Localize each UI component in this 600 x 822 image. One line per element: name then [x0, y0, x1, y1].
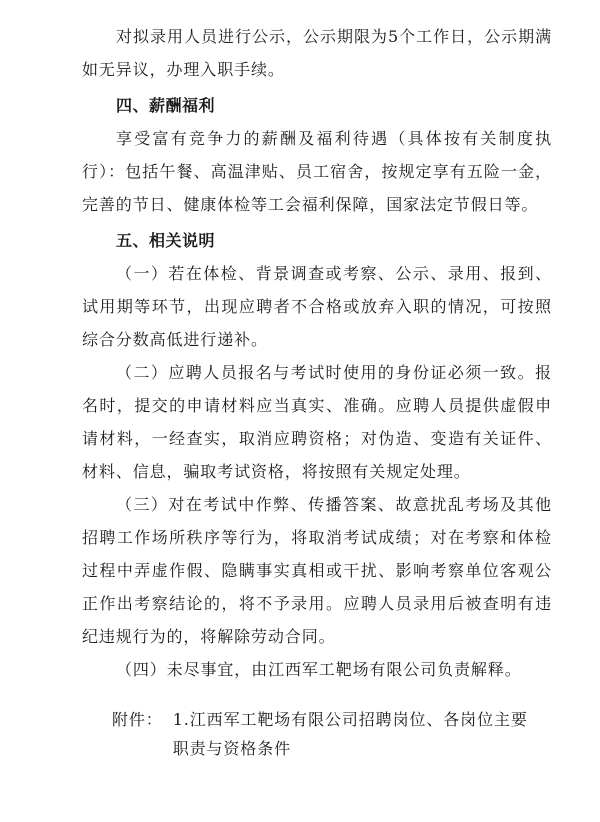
paragraph-publicity: 对拟录用人员进行公示，公示期限为5个工作日，公示期满如无异议，办理入职手续。	[82, 27, 552, 79]
document-body	[82, 20, 552, 686]
paragraph-note-4: （四）未尽事宜，由江西军工靶场有限公司负责解释。	[116, 660, 522, 679]
attachment-item: 1.江西军工靶场有限公司招聘岗位、各岗位主要职责与资格条件	[172, 710, 528, 758]
paragraph-note-3: （三）对在考试中作弊、传播答案、故意扰乱考场及其他招聘工作场所秩序等行为，将取消考试成绩；对在考察和体检过程中弄虚作假、隐瞒事实真相或干扰、影响考察单位客观公正作出考察结论的，将不予录用。应聘人员录用后被查明有违纪违规行为的，将解除劳动合同。	[82, 495, 552, 646]
paragraph-benefits: 享受富有竞争力的薪酬及福利待遇（具体按有关制度执行）：包括午餐、高温津贴、员工宿舍，按规定享有五险一金，完善的节日、健康体检等工会福利保障，国家法定节假日等。	[82, 129, 552, 214]
paragraph-note-2: （二）应聘人员报名与考试时使用的身份证必须一致。报名时，提交的申请材料应当真实、准确。应聘人员提供虚假申请材料，一经查实，取消应聘资格；对伪造、变造有关证件、材料、信息，骗取考试资格，将按照有关规定处理。	[82, 363, 552, 481]
paragraph-note-1: （一）若在体检、背景调查或考察、公示、录用、报到、试用期等环节，出现应聘者不合格或放弃入职的情况，可按照综合分数高低进行递补。	[82, 264, 552, 349]
section-heading-salary-benefits: 四、薪酬福利	[116, 96, 216, 115]
attachment-label: 附件：	[112, 710, 163, 729]
section-heading-notes: 五、相关说明	[116, 231, 216, 250]
attachment-block	[112, 705, 542, 763]
